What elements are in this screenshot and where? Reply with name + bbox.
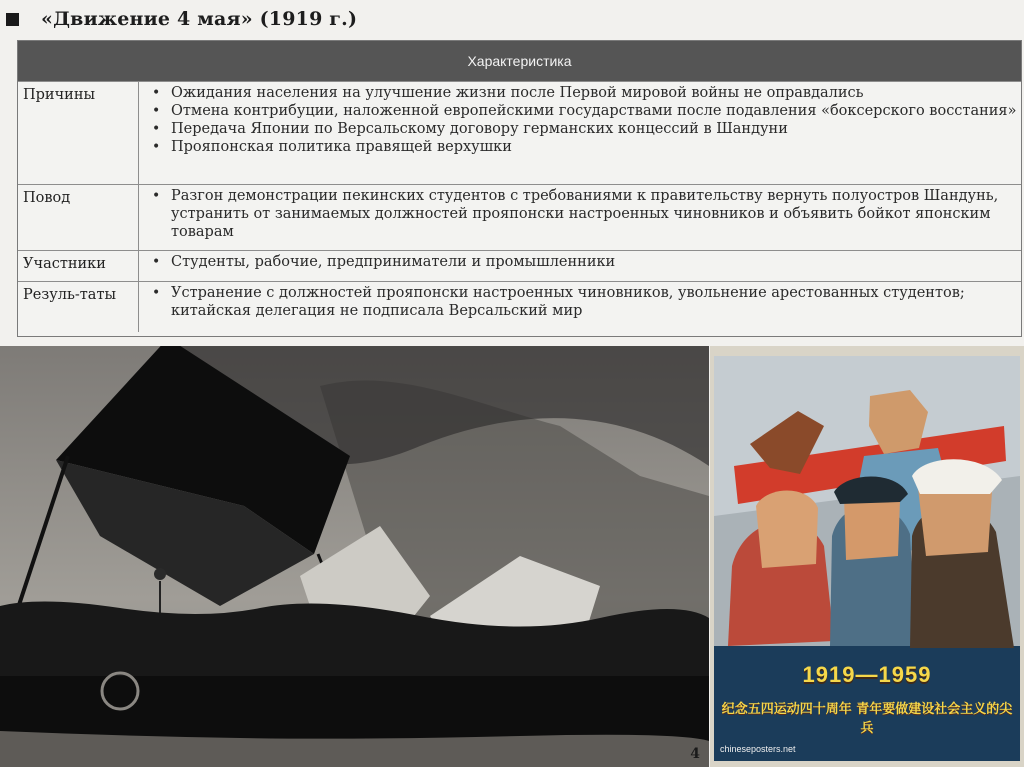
poster-frame bbox=[714, 356, 1020, 761]
list-item: • Передача Японии по Версальскому договору германских концессий в Шандуни bbox=[149, 120, 1021, 138]
bullet-square-icon bbox=[6, 13, 19, 26]
table-row bbox=[18, 281, 1021, 332]
poster-slogan: 纪念五四运动四十周年 青年要做建设社会主义的尖兵 bbox=[721, 702, 1013, 736]
demonstration-photo-art bbox=[0, 346, 709, 767]
table-body bbox=[18, 81, 1021, 332]
row-content bbox=[139, 185, 1021, 250]
row-content bbox=[139, 251, 1021, 281]
row-label: Участники bbox=[18, 251, 139, 281]
bullet-list bbox=[149, 84, 1021, 156]
characteristics-table bbox=[17, 40, 1022, 337]
list-item: • Студенты, рабочие, предприниматели и промышленники bbox=[149, 253, 1021, 271]
table-row bbox=[18, 184, 1021, 250]
list-item: • Отмена контрибуции, наложенной европейскими государствами после подавления «боксерского восстания» bbox=[149, 102, 1021, 120]
bullet-list bbox=[149, 284, 1021, 320]
list-item: • Прояпонская политика правящей верхушки bbox=[149, 138, 1021, 156]
table-header: Характеристика bbox=[18, 41, 1021, 81]
row-label: Причины bbox=[18, 82, 139, 184]
heading bbox=[6, 6, 357, 32]
table-row bbox=[18, 81, 1021, 184]
photo-corner-number: 4 bbox=[690, 746, 700, 762]
row-label: Повод bbox=[18, 185, 139, 250]
row-content bbox=[139, 82, 1021, 184]
bullet-list bbox=[149, 253, 1021, 271]
list-item: • Устранение с должностей прояпонски настроенных чиновников, увольнение арестованных студентов; китайская делегация не подписала Версальский мир bbox=[149, 284, 1021, 320]
list-item: • Ожидания населения на улучшение жизни после Первой мировой войны не оправдались bbox=[149, 84, 1021, 102]
list-item: • Разгон демонстрации пекинских студентов с требованиями к правительству вернуть полуостров Шандунь, устранить от занимаемых должностей прояпонски настроенных чиновников и объявить бойкот японским товарам bbox=[149, 187, 1021, 241]
page-title: «Движение 4 мая» (1919 г.) bbox=[41, 8, 358, 30]
propaganda-poster bbox=[710, 346, 1024, 767]
bullet-list bbox=[149, 187, 1021, 241]
poster-site-label: chineseposters.net bbox=[720, 744, 796, 754]
row-content bbox=[139, 282, 1021, 332]
poster-year: 1919—1959 bbox=[802, 662, 932, 687]
table-row bbox=[18, 250, 1021, 281]
demonstration-photo bbox=[0, 346, 709, 767]
row-label: Резуль-таты bbox=[18, 282, 139, 332]
